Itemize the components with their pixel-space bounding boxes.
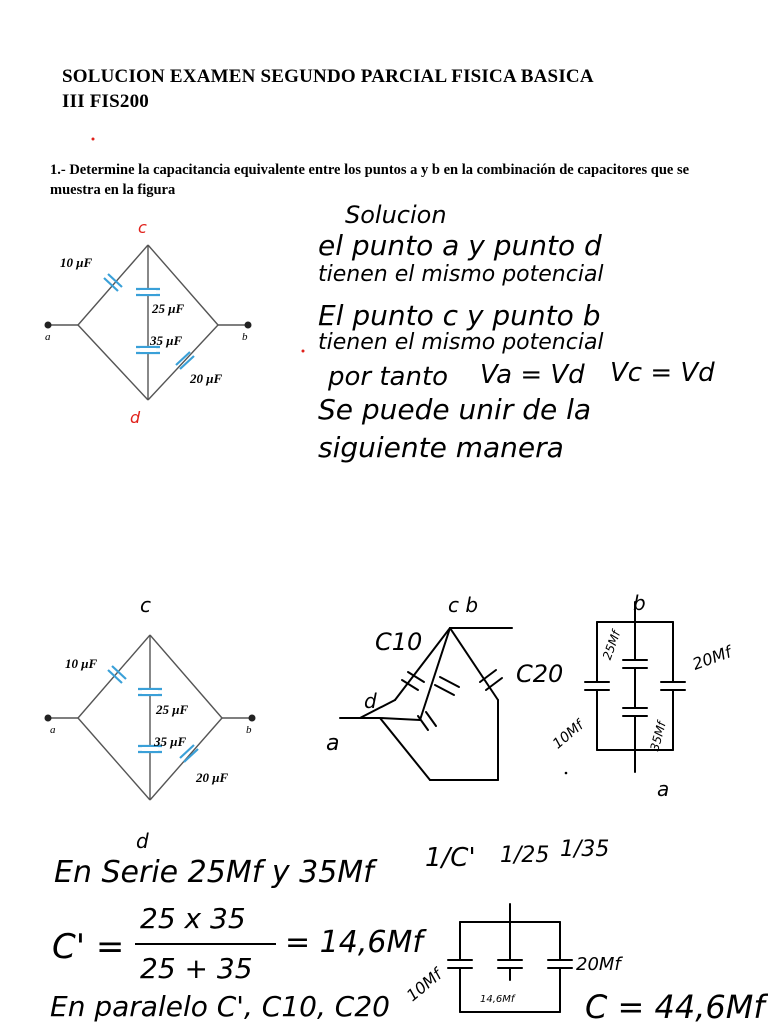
hw-line-5c: Vc = Vd — [610, 358, 715, 388]
hw-line-4: tienen el mismo potencial — [318, 330, 604, 355]
hw-line-6: Se puede unir de la — [318, 393, 592, 426]
node-d-red: d — [130, 408, 141, 427]
node-c-red: c — [138, 218, 147, 237]
small-dot-mark — [563, 770, 569, 776]
hw-eq-denominator: 25 + 35 — [140, 952, 253, 985]
sketch-parallel-circuit — [545, 590, 765, 805]
sketch2-25: 25Mf — [599, 628, 624, 662]
node-b-bottom: b — [246, 724, 252, 736]
red-dot-mark-2 — [300, 348, 306, 354]
cap-label-10-bottom: 10 μF — [65, 656, 98, 671]
cap-label-20: 20 μF — [190, 371, 223, 386]
cap-label-35-bottom: 35 μF — [154, 734, 187, 749]
sketch2-35: 35Mf — [647, 720, 669, 753]
sketch2-b: b — [633, 591, 646, 615]
sketch-c10: C10 — [375, 628, 423, 656]
node-a: a — [45, 331, 51, 343]
hw-line-3: El punto c y punto b — [318, 299, 601, 332]
handwritten-math — [40, 820, 768, 1024]
question-text: 1.- Determine la capacitancia equivalente entre los puntos a y b en la combinación de capacitores que se muestra en la figura — [50, 162, 690, 198]
cap-label-10: 10 μF — [60, 255, 93, 270]
title-line-1: SOLUCION EXAMEN SEGUNDO PARCIAL FISICA BASICA — [62, 66, 594, 87]
sketch-c20: C20 — [516, 660, 564, 688]
hw-recip-b: 1/35 — [560, 837, 610, 862]
sketch2-20: 20Mf — [689, 642, 734, 674]
sketch-redrawn-circuit — [320, 590, 564, 800]
node-d-bottom: d — [136, 829, 149, 853]
red-dot-mark — [90, 136, 96, 142]
circuit-diagram-bottom — [40, 590, 270, 852]
handwritten-notes-top — [310, 195, 750, 475]
node-b: b — [242, 331, 248, 343]
sketch3-146: 14,6Mf — [480, 994, 515, 1005]
sketch-a: a — [326, 731, 340, 756]
sketch3-10: 10Mf — [402, 964, 446, 1006]
hw-eq-result: = 14,6Mf — [285, 925, 423, 960]
document-title — [62, 64, 594, 114]
hw-solucion: Solucion — [345, 201, 447, 229]
sketch-d: d — [364, 689, 377, 713]
hw-parallel-title: En paralelo C', C10, C20 — [50, 990, 390, 1023]
hw-recip-a: 1/25 — [500, 843, 550, 868]
cap-label-25: 25 μF — [152, 301, 185, 316]
node-a-bottom: a — [50, 724, 56, 736]
hw-line-2: tienen el mismo potencial — [318, 262, 604, 287]
hw-line-1: el punto a y punto d — [318, 229, 602, 262]
sketch-cb: c b — [448, 593, 479, 617]
hw-line-5a: por tanto — [328, 362, 449, 392]
sketch2-a: a — [657, 777, 670, 801]
hw-recip-lhs: 1/C' — [425, 843, 476, 873]
node-c-bottom: c — [140, 593, 151, 617]
cap-label-25-bottom: 25 μF — [156, 702, 189, 717]
sketch2-10: 10Mf — [549, 717, 587, 753]
sketch3-20: 20Mf — [576, 954, 621, 975]
cap-label-20-bottom: 20 μF — [196, 770, 229, 785]
circuit-diagram-top — [40, 215, 260, 425]
cap-label-35: 35 μF — [150, 333, 183, 348]
hw-line-7: siguiente manera — [318, 431, 564, 464]
title-line-2: III FIS200 — [62, 91, 149, 112]
hw-line-5b: Va = Vd — [480, 360, 585, 390]
hw-ceq: C = 44,6Mf — [585, 988, 765, 1024]
hw-series-title: En Serie 25Mf y 35Mf — [54, 855, 374, 890]
hw-c-prime-lhs: C' = — [52, 927, 125, 967]
hw-eq-numerator: 25 x 35 — [140, 902, 246, 935]
